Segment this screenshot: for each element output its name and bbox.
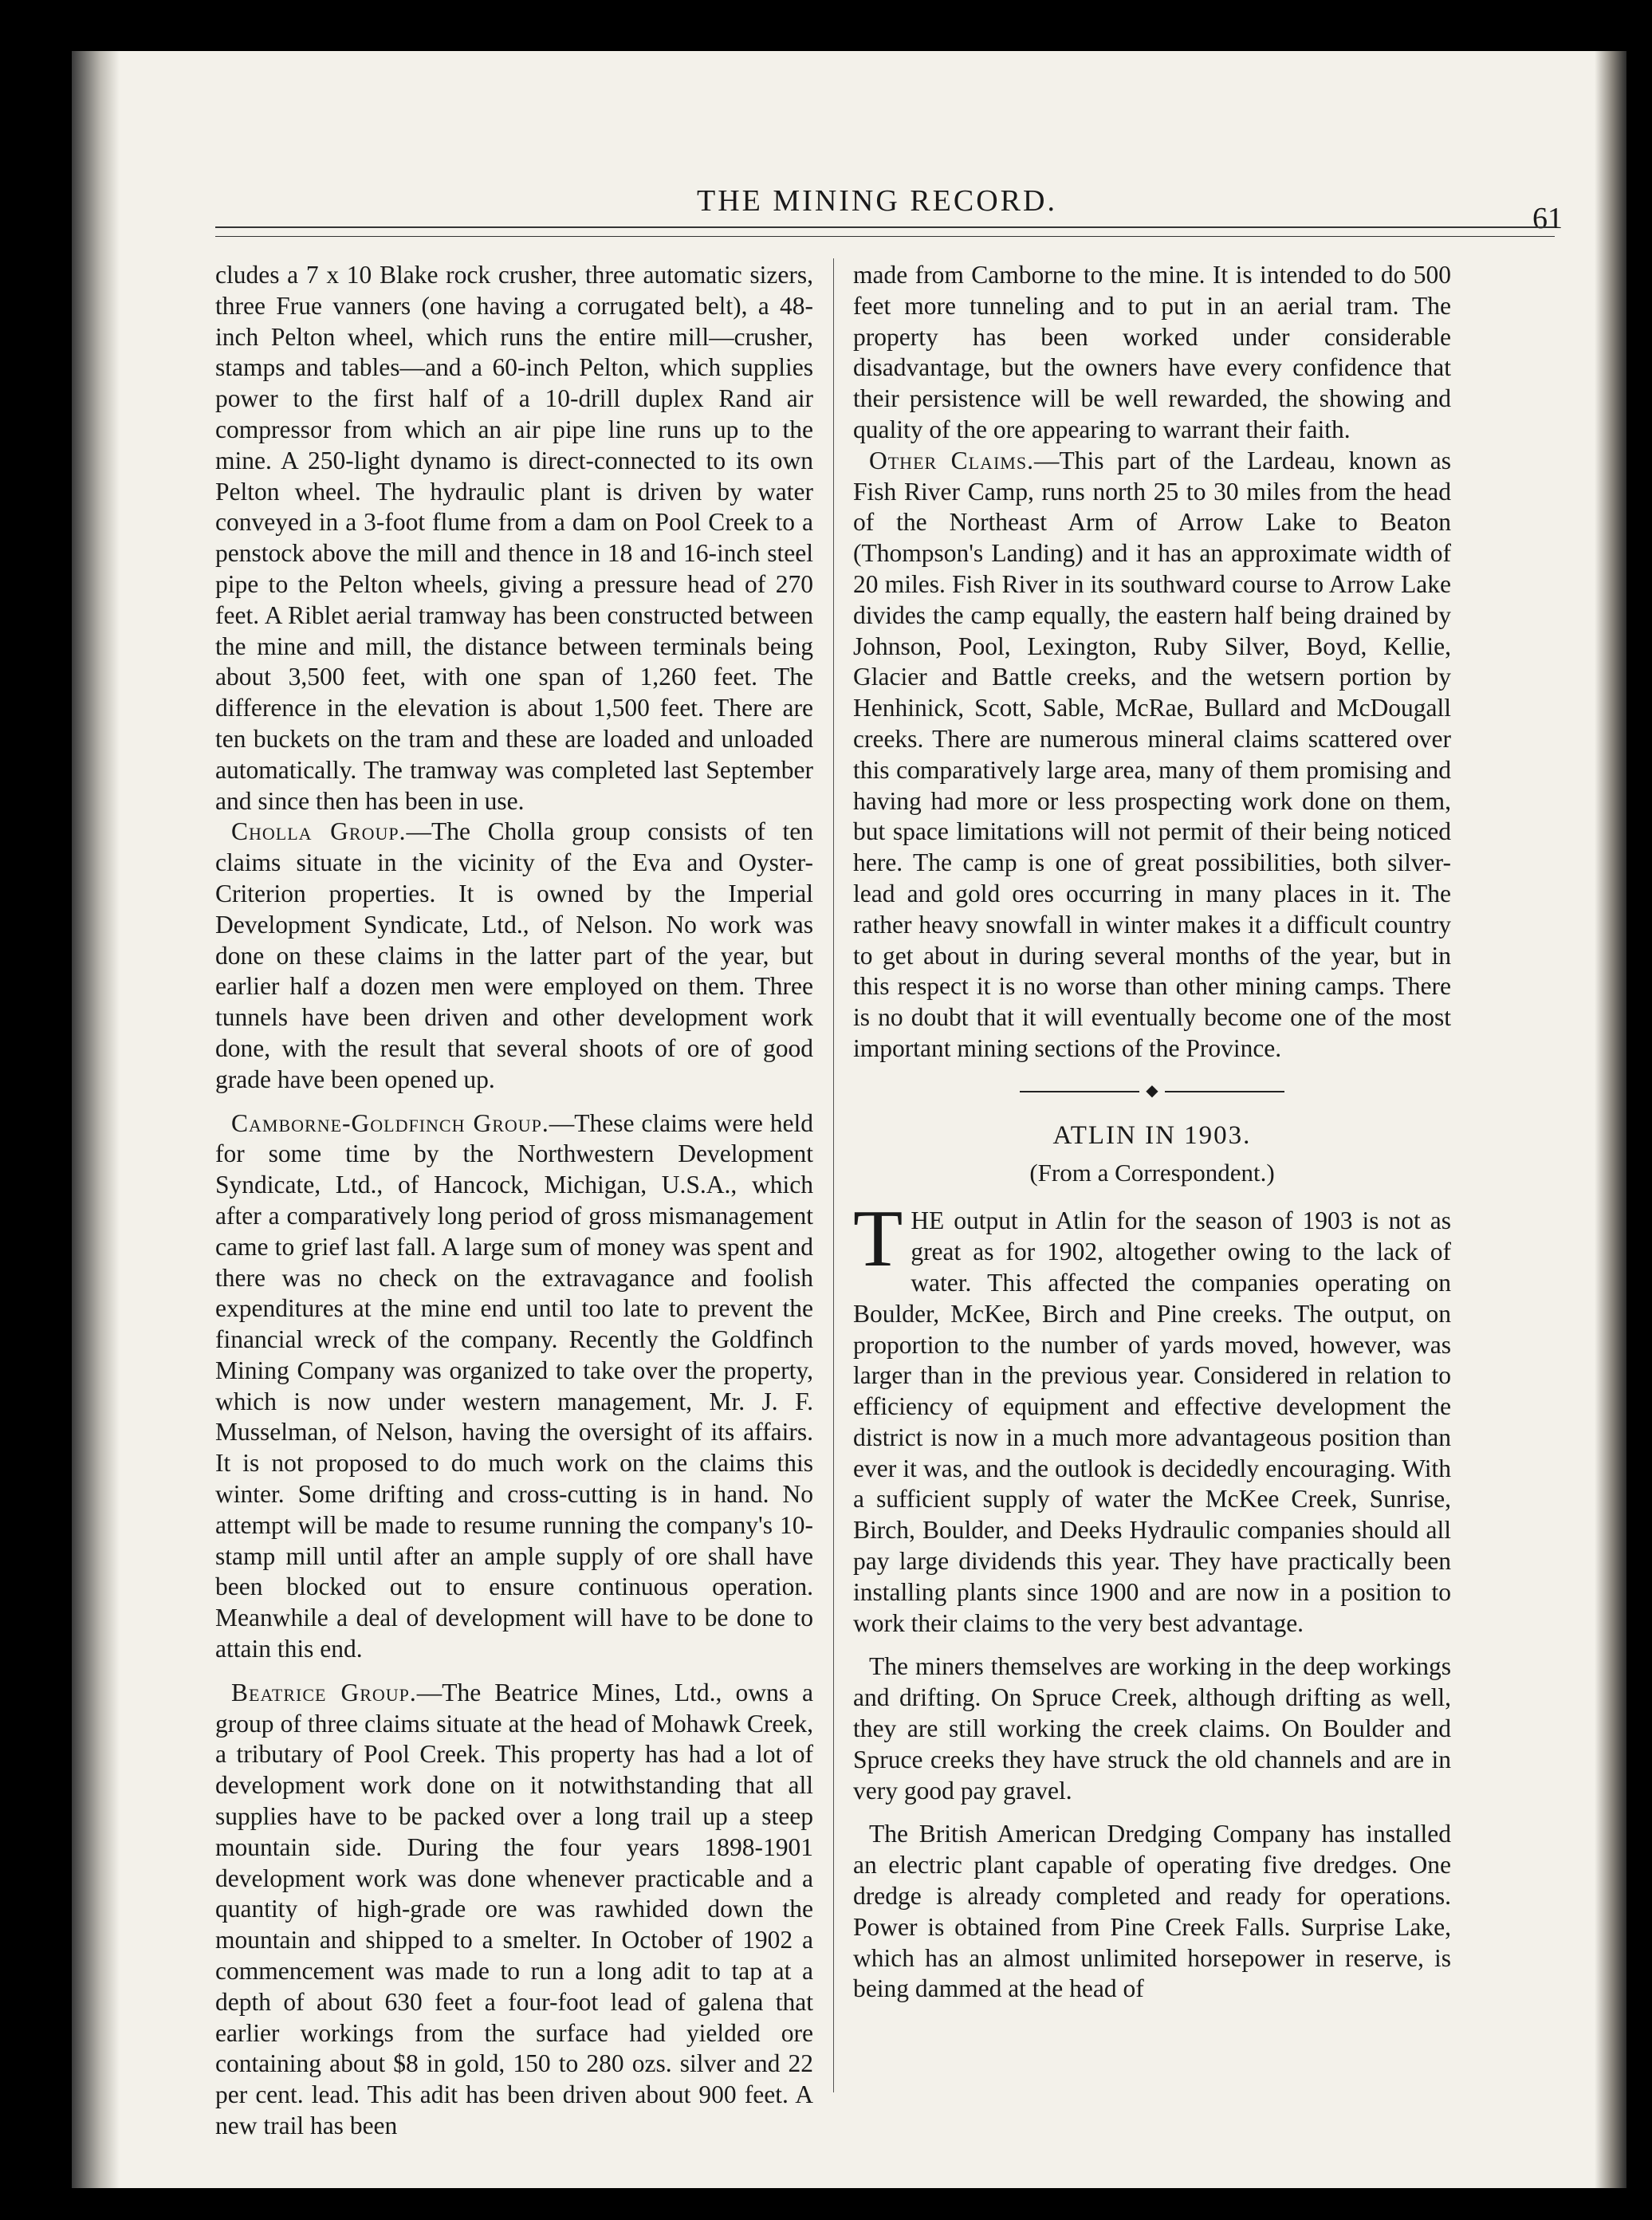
section-heading-camborne: Camborne-Goldfinch Group. [231,1108,549,1137]
drop-cap: T [853,1194,903,1285]
article-paragraph-1 [853,1194,1451,1639]
cholla-body: —The Cholla group consists of ten claims situate in the vicinity of the Eva and Oyster-Criterion properties. It is owned by the Imperial Development Syndicate, Ltd., of Nelson. No work was done on these claims in the latter part of the year, but earlier half a dozen men were employed on them. Three tunnels have been driven and other development work done, with the result that several shoots of ore of good grade have been opened up. [215,817,813,1093]
section-heading-other-claims: Other Claims. [869,446,1034,474]
section-heading-beatrice: Beatrice Group. [231,1678,417,1706]
column-divider [833,258,834,2092]
book-gutter-shadow [72,51,120,2188]
paragraph-beatrice-group [215,1678,813,2142]
paragraph-continued-right: made from Camborne to the mine. It is intended to do 500 feet more tunneling and to put in an aerial tram. The property has been worked under considerable disadvantage, but the owners have every confidence that their persistence will be well rewarded, the showing and quality of the ore appearing to warrant their faith. [853,261,1451,443]
camborne-body: —These claims were held for some time by the Northwestern Development Syndicate, Ltd., of Hancock, Michigan, U.S.A., which after a comparatively long period of gross mismanagement came to grief last fall. A large sum of money was spent and there was no check on the extravagance and foolish expenditures at the mine end until too late to prevent the financial wreck of the company. Recently the Goldfinch Mining Company was organized to take over the property, which is now under western management, Mr. J. F. Musselman, of Nelson, having the oversight of its affairs. It is not proposed to do much work on the claims this winter. Some drifting and cross-cutting is in hand. No attempt will be made to resume running the company's 10-stamp mill until after an ample supply of ore shall have been blocked out to ensure continuous operation. Meanwhile a deal of development will have to be done to attain this end. [215,1108,813,1663]
left-column [215,260,813,2142]
right-column [853,260,1451,2005]
ornament-line-left [1020,1091,1139,1092]
header-rule-thin [215,236,1555,237]
article-paragraph-2: The miners themselves are working in the deep workings and drifting. On Spruce Creek, although drifting as well, they are still working the creek claims. On Boulder and Spruce creeks they have struck the old channels and are in very good pay gravel. [853,1652,1451,1805]
page-number: 61 [1532,202,1563,235]
paragraph-other-claims [853,446,1451,1065]
beatrice-body: —The Beatrice Mines, Ltd., owns a group of three claims situate at the head of Mohawk Creek, a tributary of Pool Creek. This property has had a lot of development work done on it notwithstanding that all supplies have to be packed over a long trail up a steep mountain side. During the four years 1898-1901 development work was done whenever practicable and a quantity of high-grade ore was rawhided down the mountain and shipped to a smelter. In October of 1902 a commencement was made to run a long adit to tap at a depth of about 630 feet a four-foot lead of galena that earlier workings from the surface had yielded ore containing about $8 in gold, 150 to 280 ozs. silver and 22 per cent. lead. This adit has been driven about 900 feet. A new trail has been [215,1678,813,2140]
diamond-ornament-icon: ◆ [1146,1082,1158,1100]
running-head-title: THE MINING RECORD. [697,184,1057,218]
ornament-line-right [1165,1091,1284,1092]
book-page [72,51,1626,2188]
paragraph-cholla-group [215,817,813,1095]
section-heading-cholla: Cholla Group. [231,817,407,846]
article-title: ATLIN IN 1903. [1052,1120,1252,1150]
paragraph-continued: cludes a 7 x 10 Blake rock crusher, three automatic sizers, three Frue vanners (one having a corrugated belt), a 48-inch Pelton wheel, which runs the entire mill—crusher, stamps and tables—and a 60-inch Pelton, which supplies power to the first half of a 10-drill duplex Rand air compressor from which an air pipe line runs up to the mine. A 250-light dynamo is direct-connected to its own Pelton wheel. The hydraulic plant is driven by water conveyed in a 3-foot flume from a dam on Pool Creek to a penstock above the mill and thence in 18 and 16-inch steel pipe to the Pelton wheels, giving a pressure head of 270 feet. A Riblet aerial tramway has been constructed between the mine and mill, the distance between terminals being about 3,500 feet, with one span of 1,260 feet. The difference in the elevation is about 1,500 feet. There are ten buckets on the tram and these are loaded and unloaded automatically. The tramway was completed last September and since then has been in use. [215,261,813,815]
article-paragraph-3: The British American Dredging Company has installed an electric plant capable of operating five dredges. One dredge is already completed and ready for operations. Power is obtained from Pine Creek Falls. Surprise Lake, which has an almost unlimited horsepower in reserve, is being dammed at the head of [853,1820,1451,2003]
article-paragraph-1-text: HE output in Atlin for the season of 1903 is not as great as for 1902, altogether owing to the lack of water. This affected the companies operating on Boulder, McKee, Birch and Pine creeks. The output, on proportion to the number of yards moved, however, was larger than in the previous year. Considered in relation to efficiency of equipment and effective development the district is now in a much more advantageous position than ever it was, and the outlook is decidedly encouraging. With a sufficient supply of water the McKee Creek, Sunrise, Birch, Boulder, and Deeks Hydraulic companies should all pay large dividends this year. They have practically been installing plants since 1900 and are now in a position to work their claims to the very best advantage. [853,1206,1451,1637]
page-edge-shadow [1595,51,1626,2188]
other-claims-body: —This part of the Lardeau, known as Fish River Camp, runs north 25 to 30 miles from the head of the Northeast Arm of Arrow Lake to Beaton (Thompson's Landing) and it has an approximate width of 20 miles. Fish River in its southward course to Arrow Lake divides the camp equally, the eastern half being drained by Johnson, Pool, Lexington, Ruby Silver, Boyd, Kellie, Glacier and Battle creeks, and the wetsern portion by Henhinick, Scott, Sable, McRae, Bullard and McDougall creeks. There are numerous mineral claims scattered over this comparatively large area, many of them promising and having had more or less prospecting work done on them, but space limitations will not permit of their being noticed here. The camp is one of great possibilities, both silver-lead and gold ores occurring in many places in it. The rather heavy snowfall in winter makes it a difficult country to get about in during several months of the year, but in this respect it is no worse than other mining camps. There is no doubt that it will eventually become one of the most important mining sections of the Province. [853,446,1451,1062]
article-byline: (From a Correspondent.) [1029,1158,1275,1187]
section-ornament [853,1084,1451,1100]
header-rule-thick [215,226,1555,228]
paragraph-camborne-group [215,1108,813,1665]
